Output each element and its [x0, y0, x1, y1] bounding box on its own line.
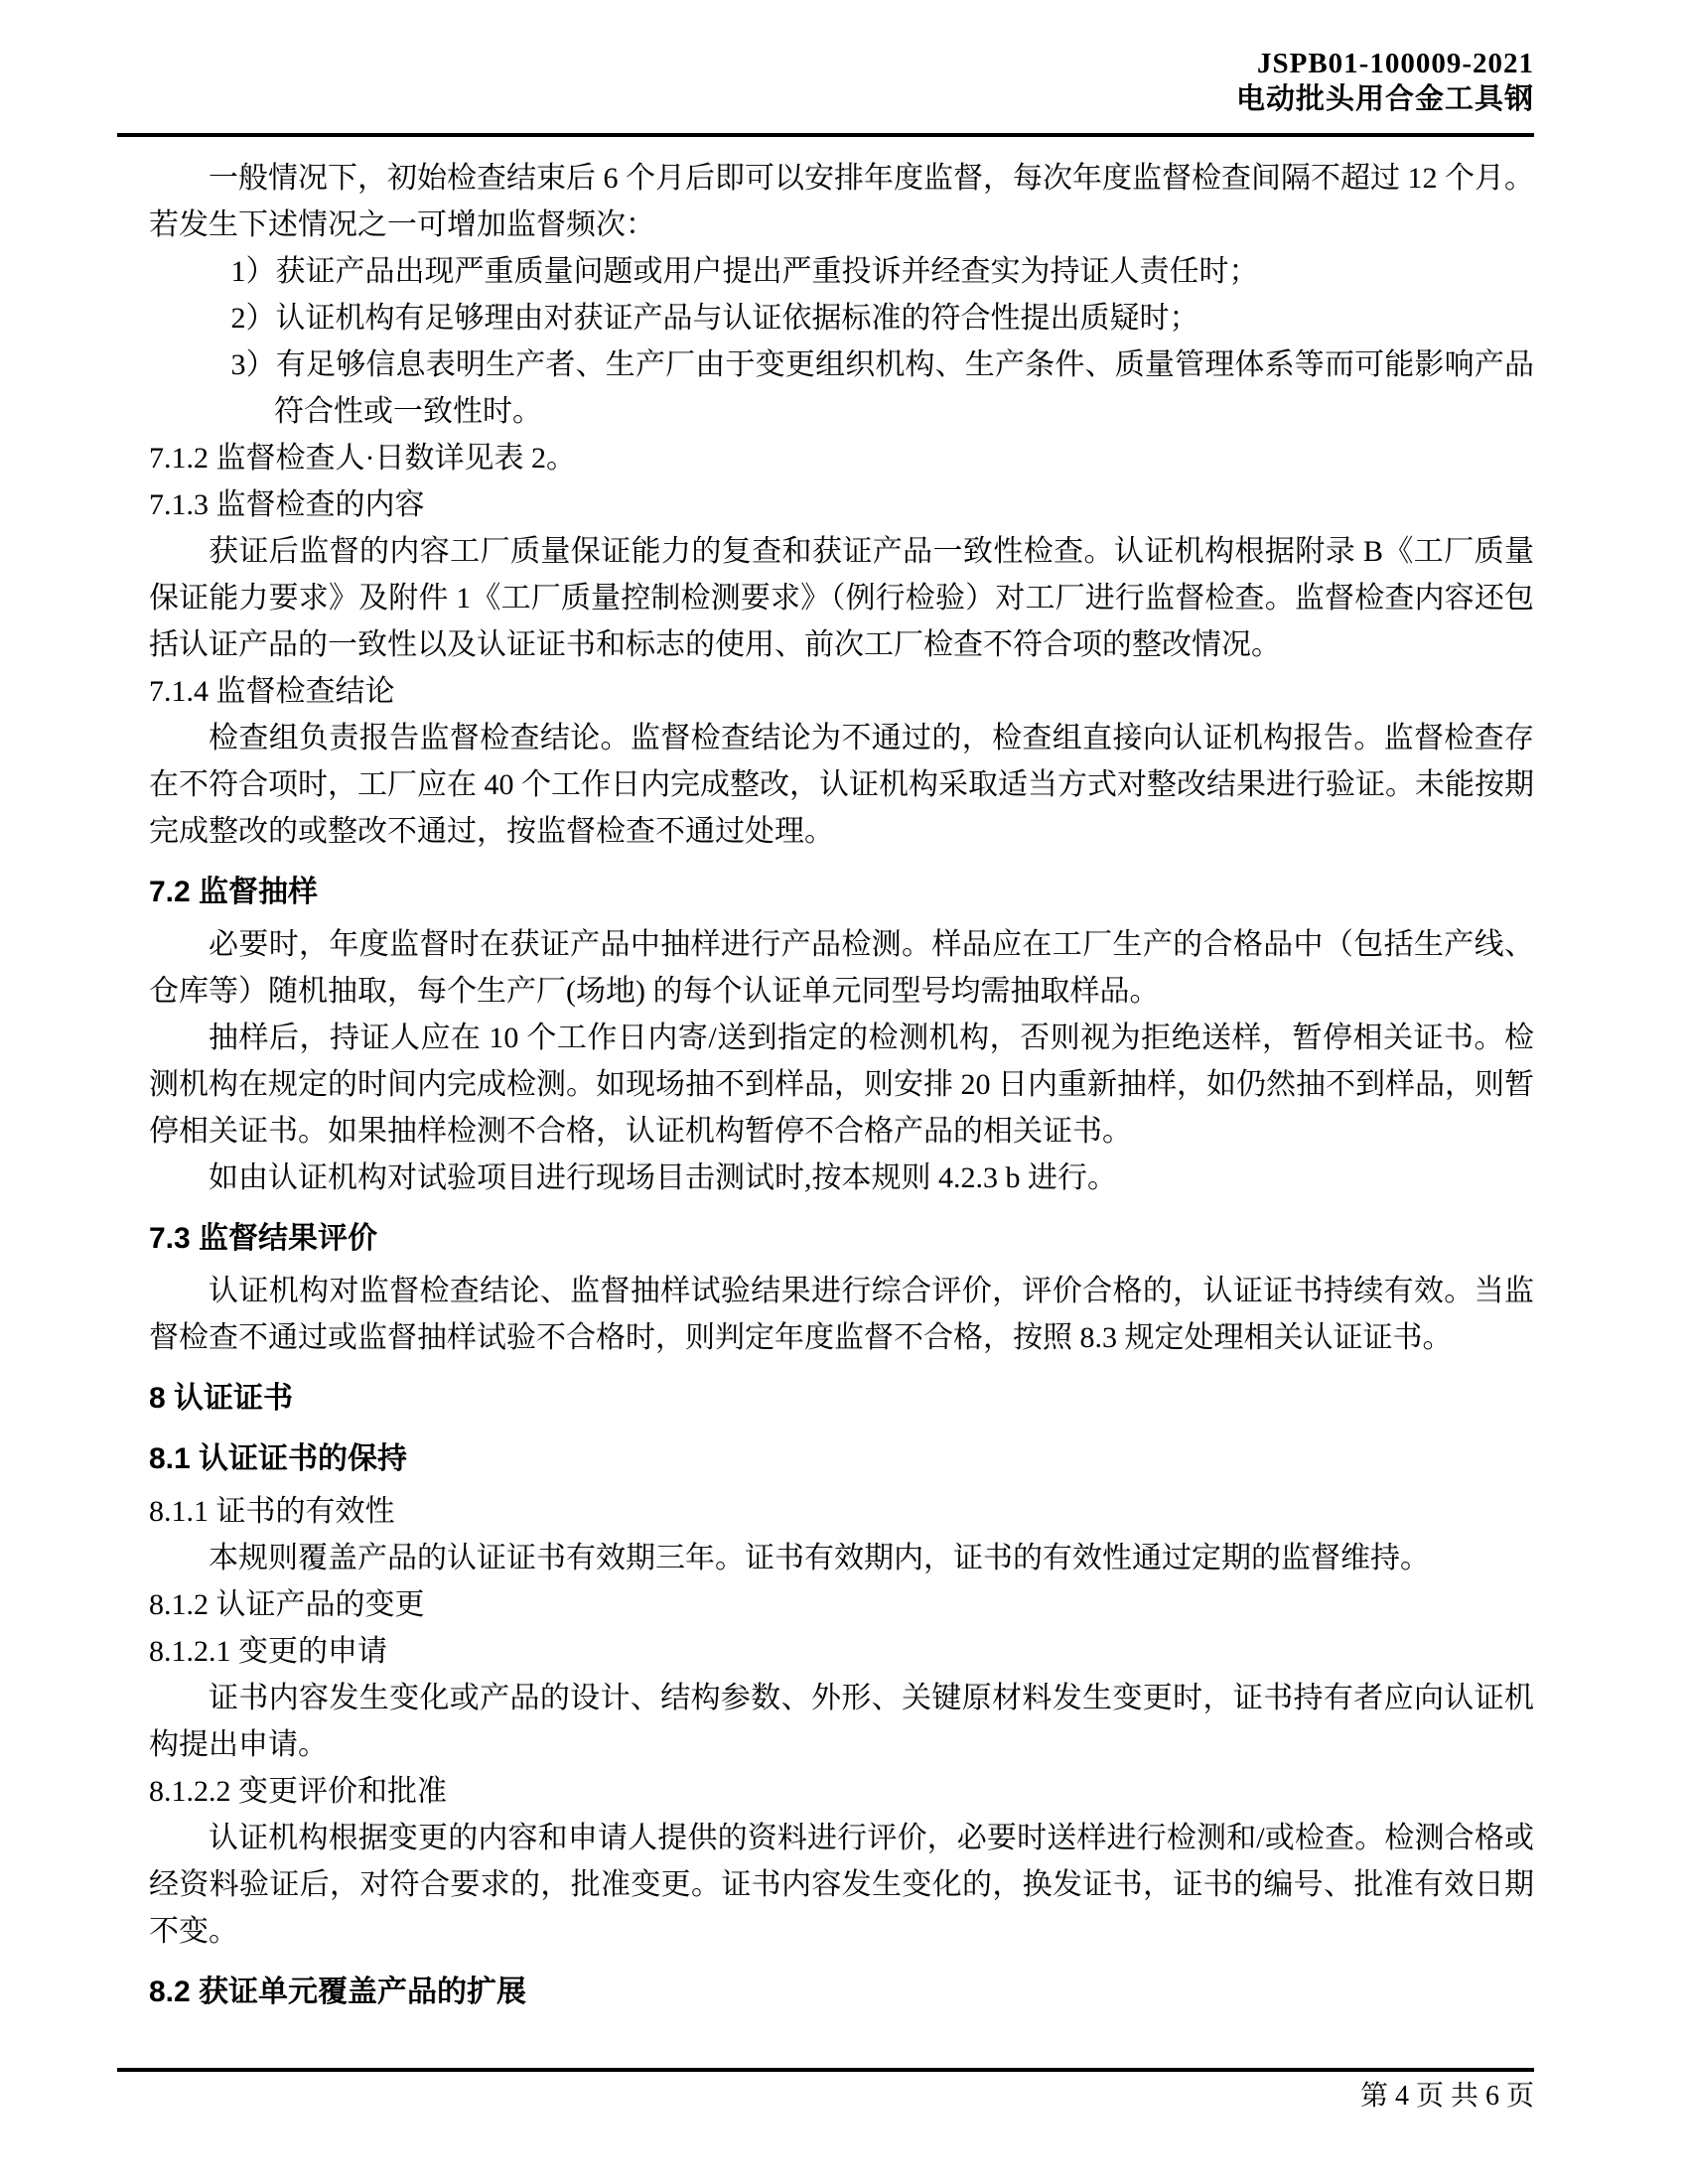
paragraph-7-2-sampling-1: 必要时，年度监督时在获证产品中抽样进行产品检测。样品应在工厂生产的合格品中（包括生产线、仓库等）随机抽取，每个生产厂(场地) 的每个认证单元同型号均需抽取样品。: [149, 928, 1534, 1008]
page-footer: [117, 2077, 1534, 2116]
paragraph-8-1-2-2-content: 认证机构根据变更的内容和申请人提供的资料进行评价，必要时送样进行检测和/或检查。检测合格或经资料验证后，对符合要求的，批准变更。证书内容发生变化的，换发证书，证书的编号、批准有效日期不变。: [149, 1822, 1534, 1948]
paragraph-7-1-4-content: 检查组负责报告监督检查结论。监督检查结论为不通过的，检查组直接向认证机构报告。监督检查存在不符合项时，工厂应在 40 个工作日内完成整改，认证机构采取适当方式对整改结果进行验证。未能按期完成整改的或整改不通过，按监督检查不通过处理。: [149, 722, 1534, 848]
header-rule: [117, 133, 1534, 137]
paragraph-supervision-frequency: 一般情况下，初始检查结束后 6 个月后即可以安排年度监督，每次年度监督检查间隔不超过 12 个月。若发生下述情况之一可增加监督频次：: [149, 162, 1534, 241]
paragraph-7-2-sampling-2: 抽样后，持证人应在 10 个工作日内寄/送到指定的检测机构，否则视为拒绝送样，暂停相关证书。检测机构在规定的时间内完成检测。如现场抽不到样品，则安排 20 日内重新抽样，如仍然抽不到样品，则暂停相关证书。如果抽样检测不合格，认证机构暂停不合格产品的相关证书。: [149, 1022, 1534, 1148]
heading-8: 8 认证证书: [149, 1382, 294, 1415]
paragraph-7-3-content: 认证机构对监督检查结论、监督抽样试验结果进行综合评价，评价合格的，认证证书持续有效。当监督检查不通过或监督抽样试验不合格时，则判定年度监督不合格，按照 8.3 规定处理相关认证证书。: [149, 1275, 1534, 1354]
heading-8-2: 8.2 获证单元覆盖产品的扩展: [149, 1976, 527, 2008]
heading-7-3: 7.3 监督结果评价: [149, 1222, 378, 1255]
document-title: 电动批头用合金工具钢: [1235, 83, 1534, 115]
heading-7-1-4: 7.1.4 监督检查结论: [149, 675, 395, 708]
heading-8-1-2-2: 8.1.2.2 变更评价和批准: [149, 1775, 447, 1808]
paragraph-8-1-1-content: 本规则覆盖产品的认证证书有效期三年。证书有效期内，证书的有效性通过定期的监督维持。: [209, 1542, 1430, 1574]
document-code: JSPB01-100009-2021: [1257, 48, 1534, 79]
heading-7-1-3: 7.1.3 监督检查的内容: [149, 488, 425, 521]
document-body: [149, 155, 1534, 2021]
list-item-2: 2）认证机构有足够理由对获证产品与认证依据标准的符合性提出质疑时；: [230, 302, 1199, 335]
page-header: [117, 46, 1534, 117]
footer-rule: [117, 2068, 1534, 2072]
heading-8-1-2-1: 8.1.2.1 变更的申请: [149, 1635, 387, 1668]
list-item-3: 3）有足够信息表明生产者、生产厂由于变更组织机构、生产条件、质量管理体系等而可能影响产品符合性或一致性时。: [230, 348, 1534, 428]
heading-8-1-2: 8.1.2 认证产品的变更: [149, 1588, 425, 1621]
paragraph-7-2-witness-test: 如由认证机构对试验项目进行现场目击测试时,按本规则 4.2.3 b 进行。: [209, 1161, 1117, 1194]
heading-7-1-2: 7.1.2 监督检查人·日数详见表 2。: [149, 442, 576, 475]
paragraph-8-1-2-1-content: 证书内容发生变化或产品的设计、结构参数、外形、关键原材料发生变更时，证书持有者应向认证机构提出申请。: [149, 1682, 1534, 1761]
page-number: 第 4 页 共 6 页: [1359, 2081, 1534, 2112]
heading-8-1-1: 8.1.1 证书的有效性: [149, 1495, 395, 1528]
heading-7-2: 7.2 监督抽样: [149, 876, 319, 908]
list-item-1: 1）获证产品出现严重质量问题或用户提出严重投诉并经查实为持证人责任时；: [230, 255, 1259, 288]
heading-8-1: 8.1 认证证书的保持: [149, 1442, 408, 1475]
paragraph-7-1-3-content: 获证后监督的内容工厂质量保证能力的复查和获证产品一致性检查。认证机构根据附录 B《工厂质量保证能力要求》及附件 1《工厂质量控制检测要求》（例行检验）对工厂进行监督检查。监督检查内容还包括认证产品的一致性以及认证证书和标志的使用、前次工厂检查不符合项的整改情况。: [149, 535, 1534, 661]
